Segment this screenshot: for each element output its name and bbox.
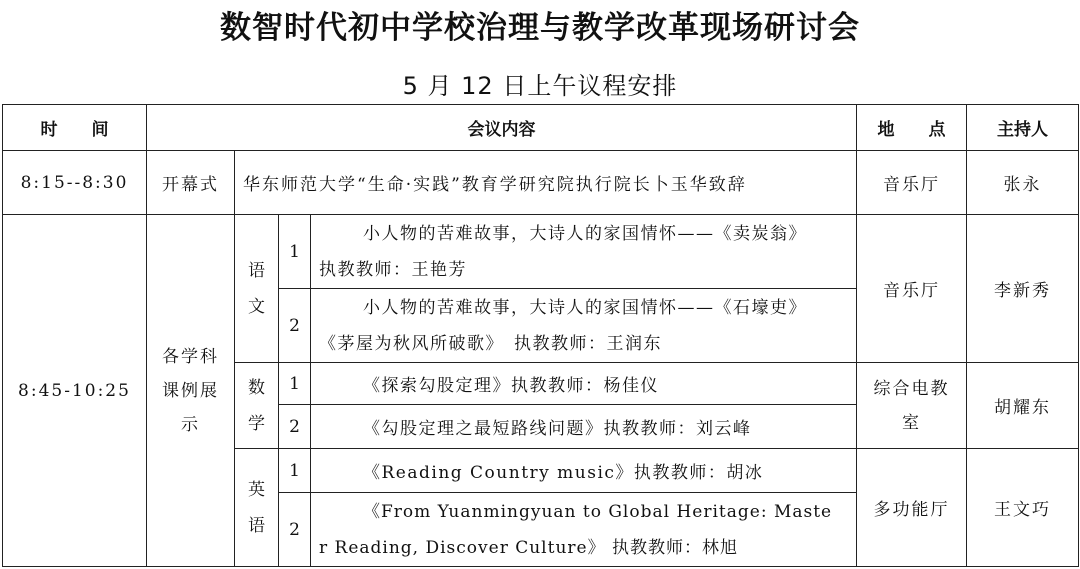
- english-place: 多功能厅: [857, 449, 967, 567]
- lesson-title: 小人物的苦难故事，大诗人的家国情怀——《石壕吏》: [363, 297, 807, 318]
- opening-row: [3, 151, 1079, 215]
- header-place: 地 点: [857, 105, 967, 151]
- lesson-detail: [311, 493, 857, 567]
- subject-char: 学: [248, 413, 265, 434]
- lesson-number: 1: [279, 215, 311, 289]
- lesson-teacher: r Reading, Discover Culture》 执教教师：林旭: [319, 537, 738, 558]
- lesson-title: 《From Yuanmingyuan to Global Heritage: Maste: [363, 501, 833, 522]
- header-time: 时 间: [3, 105, 147, 151]
- english-host: 王文巧: [967, 449, 1079, 567]
- lesson-number: 2: [279, 289, 311, 363]
- lesson-detail: [311, 289, 857, 363]
- lesson-detail: [311, 405, 857, 449]
- opening-host: 张永: [967, 151, 1079, 215]
- session-name-line: 各学科: [162, 346, 219, 367]
- subject-char: 语: [248, 260, 265, 281]
- document-title: 数智时代初中学校治理与教学改革现场研讨会: [220, 10, 860, 46]
- opening-detail: 华东师范大学“生命·实践”教育学研究院执行院长卜玉华致辞: [235, 151, 857, 215]
- lesson-teacher: 《茅屋为秋风所破歌》 执教教师：王润东: [319, 333, 662, 354]
- session-time: 8:45-10:25: [3, 215, 147, 567]
- chinese-host: 李新秀: [967, 215, 1079, 363]
- lesson-number: 2: [279, 405, 311, 449]
- lesson-title: 小人物的苦难故事，大诗人的家国情怀——《卖炭翁》: [363, 223, 807, 244]
- lesson-number: 1: [279, 363, 311, 405]
- lesson-number: 1: [279, 449, 311, 493]
- lesson-detail: [311, 449, 857, 493]
- subject-char: 文: [248, 296, 265, 317]
- header-row: [3, 105, 1079, 151]
- math-place: [857, 363, 967, 449]
- opening-name: 开幕式: [147, 151, 235, 215]
- lesson-number: 2: [279, 493, 311, 567]
- opening-time: 8:15--8:30: [3, 151, 147, 215]
- subject-char: 数: [248, 377, 265, 398]
- subject-chinese: [235, 215, 279, 363]
- lesson-detail: [311, 363, 857, 405]
- subject-english: [235, 449, 279, 567]
- session-name-line: 课例展: [162, 380, 219, 401]
- lesson-title: 《Reading Country music》执教教师：胡冰: [363, 463, 764, 483]
- document-subtitle: 5 月 12 日上午议程安排: [402, 72, 678, 100]
- lesson-title: 《探索勾股定理》执教教师：杨佳仪: [363, 376, 659, 396]
- lesson-row: [3, 215, 1079, 289]
- place-line: 综合电教: [873, 378, 950, 399]
- lesson-detail: [311, 215, 857, 289]
- math-host: 胡耀东: [967, 363, 1079, 449]
- place-line: 室: [902, 412, 921, 433]
- session-name: [147, 215, 235, 567]
- subject-math: [235, 363, 279, 449]
- subject-char: 英: [248, 479, 265, 500]
- chinese-place: 音乐厅: [857, 215, 967, 363]
- header-host: 主持人: [967, 105, 1079, 151]
- agenda-table: [2, 104, 1079, 567]
- lesson-title: 《勾股定理之最短路线问题》执教教师：刘云峰: [363, 419, 752, 439]
- session-name-line: 示: [181, 414, 200, 435]
- subject-char: 语: [248, 515, 265, 536]
- lesson-teacher: 执教教师：王艳芳: [319, 259, 467, 280]
- opening-place: 音乐厅: [857, 151, 967, 215]
- header-content: 会议内容: [147, 105, 857, 151]
